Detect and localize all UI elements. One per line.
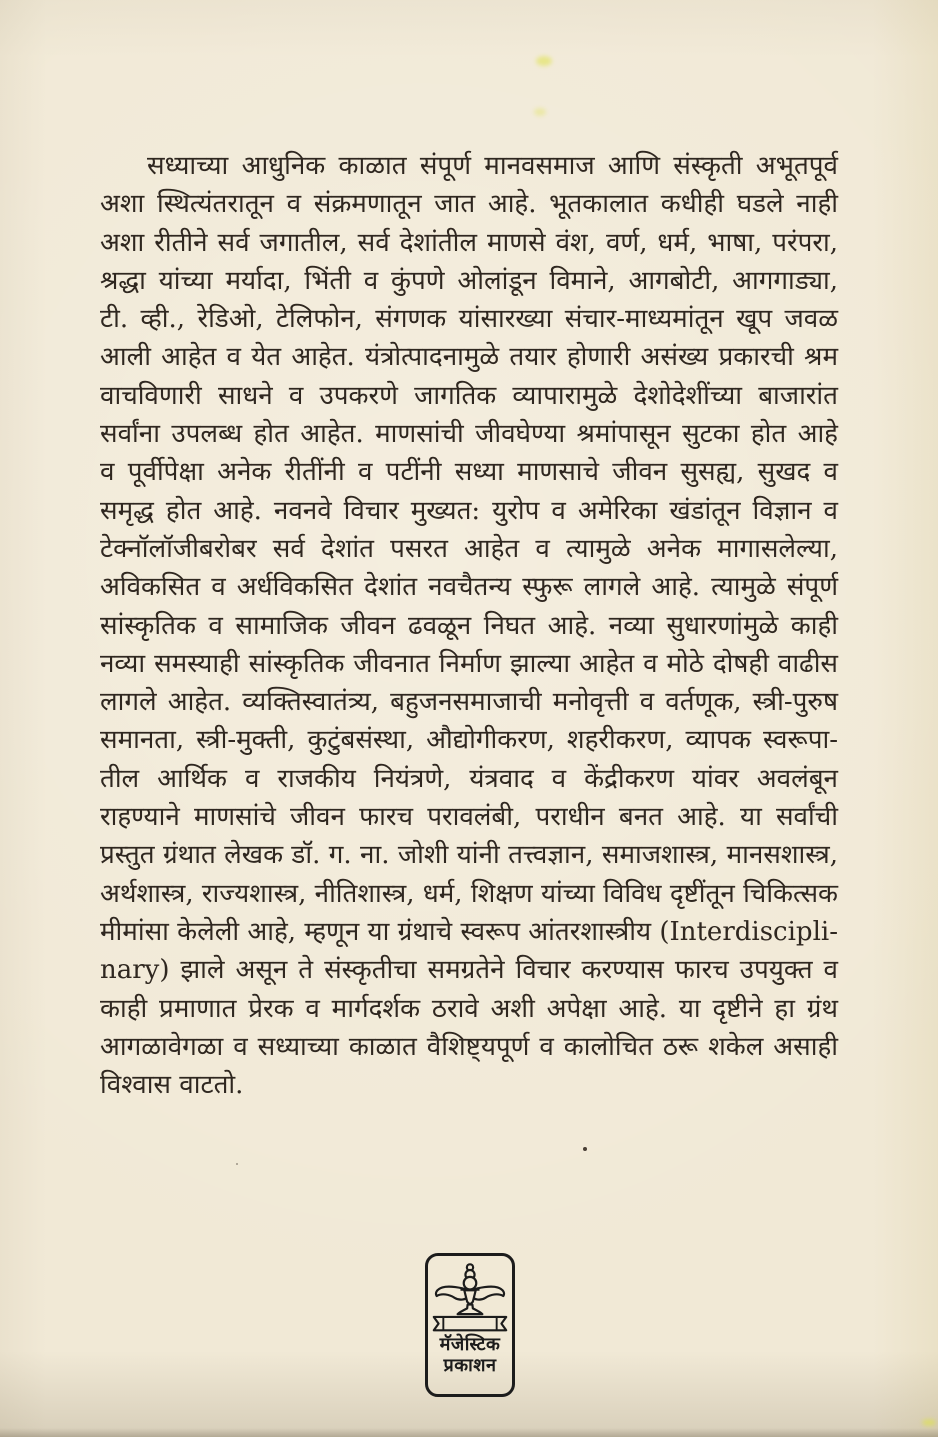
text-line: टेक्नॉलॉजीबरोबर सर्व देशांत पसरत आहेत व त्यामुळे अनेक मागासलेल्या, (100, 533, 838, 564)
text-line: अशा रीतीने सर्व जगातील, सर्व देशांतील माणसे वंश, वर्ण, धर्म, भाषा, परंपरा, (100, 227, 838, 258)
text-line: nary) झाले असून ते संस्कृतीचा समग्रतेने विचार करण्यास फारच उपयुक्त व (100, 955, 838, 986)
text-line: आगळावेगळा व सध्याच्या काळात वैशिष्ट्यपूर्ण व कालोचित ठरू शकेल असाही (100, 1031, 838, 1062)
text-line: मीमांसा केलेली आहे, म्हणून या ग्रंथाचे स्वरूप आंतरशास्त्रीय (Interdiscipli- (100, 916, 838, 947)
text-line: अशा स्थित्यंतरातून व संक्रमणातून जात आहे. भूतकालात कधीही घडले नाही (100, 189, 838, 220)
text-line: तील आर्थिक व राजकीय नियंत्रणे, यंत्रवाद व केंद्रीकरण यांवर अवलंबून (100, 763, 838, 794)
text-line: अविकसित व अर्धविकसित देशांत नवचैतन्य स्फुरू लागले आहे. त्यामुळे संपूर्ण (100, 572, 838, 603)
ink-speck (236, 1163, 238, 1165)
text-line: समानता, स्त्री-मुक्ती, कुटुंबसंस्था, औद्योगीकरण, शहरीकरण, व्यापक स्वरूपा- (100, 725, 838, 756)
text-line: सांस्कृतिक व सामाजिक जीवन ढवळून निघत आहे. नव्या सुधारणांमुळे काही (100, 610, 838, 641)
text-line: श्रद्धा यांच्या मर्यादा, भिंती व कुंपणे ओलांडून विमाने, आगबोटी, आगगाड्या, (100, 265, 838, 296)
text-line: राहण्याने माणसांचे जीवन फारच परावलंबी, पराधीन बनत आहे. या सर्वांची (100, 802, 838, 833)
text-line: टी. व्ही., रेडिओ, टेलिफोन, संगणक यांसारख्या संचार-माध्यमांतून खूप जवळ (100, 304, 838, 335)
text-line: लागले आहेत. व्यक्तिस्वातंत्र्य, बहुजनसमाजाची मनोवृत्ती व वर्तणूक, स्त्री-पुरुष (100, 687, 838, 718)
text-line: सर्वांना उपलब्ध होत आहेत. माणसांची जीवघेण्या श्रमांपासून सुटका होत आहे (100, 419, 838, 450)
yellow-smudge (534, 108, 546, 116)
publisher-name (440, 1334, 501, 1376)
text-line: व पूर्वीपेक्षा अनेक रीतींनी व पटींनी सध्या माणसाचे जीवन सुसह्य, सुखद व (100, 457, 838, 488)
text-line: नव्या समस्याही सांस्कृतिक जीवनात निर्माण झाल्या आहेत व मोठे दोषही वाढीस (100, 648, 838, 679)
text-line: आली आहेत व येत आहेत. यंत्रोत्पादनामुळे तयार होणारी असंख्य प्रकारची श्रम (100, 342, 838, 373)
text-line: वाचविणारी साधने व उपकरणे जागतिक व्यापारामुळे देशोदेशींच्या बाजारांत (100, 380, 838, 411)
publisher-logo (425, 1253, 515, 1397)
text-line: प्रस्तुत ग्रंथात लेखक डॉ. ग. ना. जोशी यांनी तत्त्वज्ञान, समाजशास्त्र, मानसशास्त्र, (100, 840, 838, 871)
ink-speck (583, 1147, 587, 1151)
text-line: समृद्ध होत आहे. नवनवे विचार मुख्यत: युरोप व अमेरिका खंडांतून विज्ञान व (100, 495, 838, 526)
paragraph-block (100, 147, 838, 1104)
text-line: अर्थशास्त्र, राज्यशास्त्र, नीतिशास्त्र, धर्म, शिक्षण यांच्या विविध दृष्टींतून चिकित्सक (100, 878, 838, 909)
yellow-smudge (536, 56, 552, 66)
oil-lamp-icon (430, 1260, 510, 1332)
page-bottom-shadow (0, 1428, 938, 1437)
text-line: विश्वास वाटतो. (100, 1070, 244, 1101)
publisher-name-line1: मॅजेस्टिक (439, 1334, 501, 1355)
yellow-smudge (922, 1419, 936, 1426)
text-line: सध्याच्या आधुनिक काळात संपूर्ण मानवसमाज आणि संस्कृती अभूतपूर्व (147, 151, 838, 181)
text-line: काही प्रमाणात प्रेरक व मार्गदर्शक ठरावे अशी अपेक्षा आहे. या दृष्टीने हा ग्रंथ (100, 993, 838, 1024)
publisher-name-line2: प्रकाशन (443, 1355, 497, 1376)
